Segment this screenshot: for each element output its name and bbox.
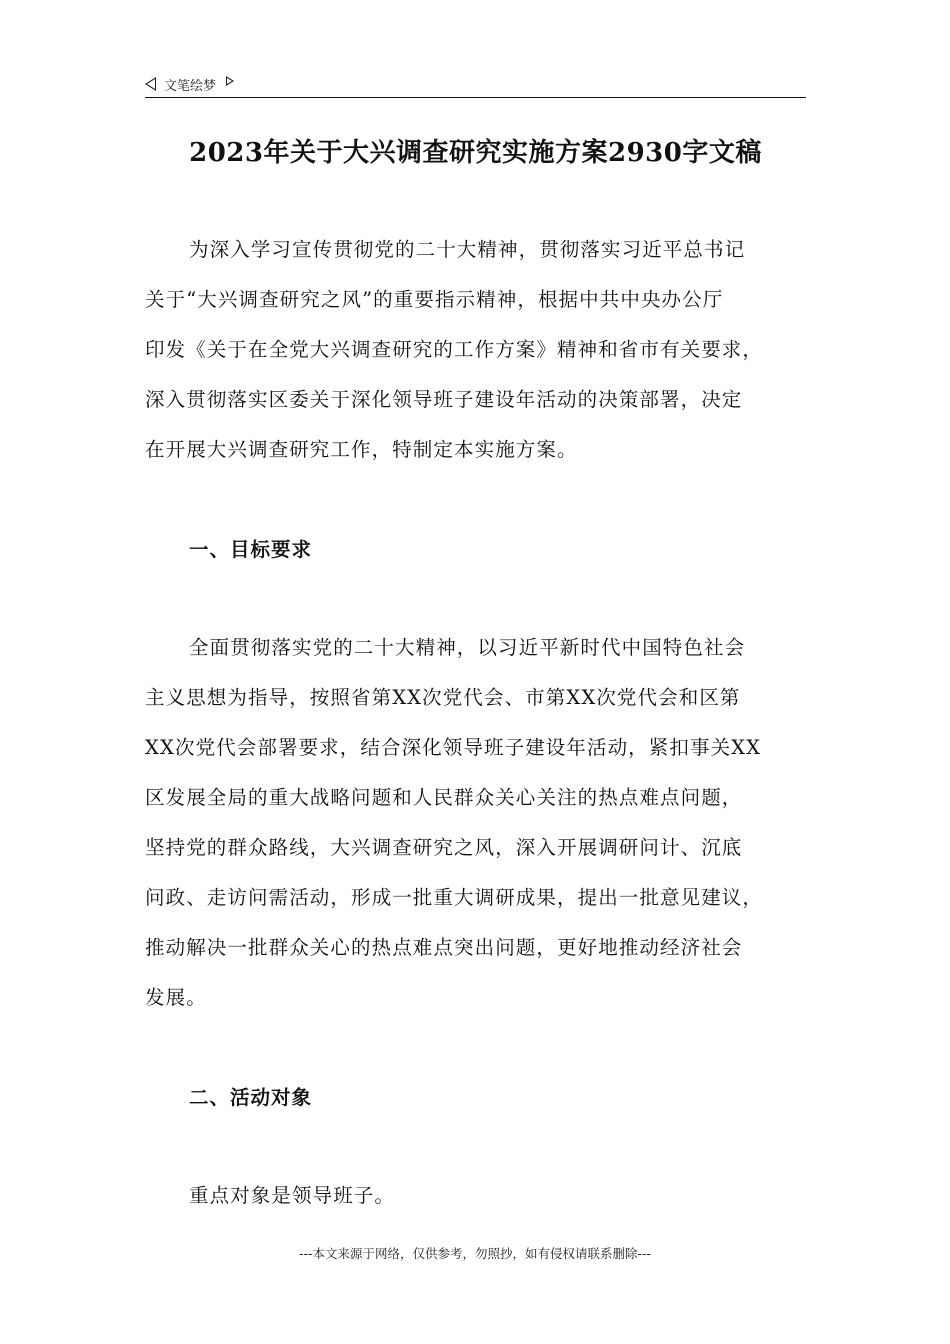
paragraph-line: 在开展大兴调查研究工作，特制定本实施方案。 [145, 438, 578, 461]
paragraph-line: 主义思想为指导，按照省第XX次党代会、市第XX次党代会和区第 [145, 686, 741, 709]
section-heading: 一、目标要求 [189, 538, 313, 561]
paragraph-line: 坚持党的群众路线，大兴调查研究之风，深入开展调研问计、沉底 [145, 836, 743, 859]
intro-paragraph [145, 225, 806, 475]
paragraph-line: 关于“大兴调查研究之风”的重要指示精神，根据中共中央办公厅 [145, 288, 724, 311]
triangle-left-icon [145, 77, 156, 91]
paragraph-line: 深入贯彻落实区委关于深化领导班子建设年活动的决策部署，决定 [145, 388, 743, 411]
paragraph-line: 印发《关于在全党大兴调查研究的工作方案》精神和省市有关要求， [145, 338, 764, 361]
paragraph-line: 重点对象是领导班子。 [189, 1184, 396, 1207]
paragraph-line: 问政、走访问需活动，形成一批重大调研成果，提出一批意见建议， [145, 886, 764, 909]
section-heading: 二、活动对象 [189, 1086, 313, 1109]
paragraph-line: 推动解决一批群众关心的热点难点突出问题，更好地推动经济社会 [145, 936, 743, 959]
section1-paragraph [145, 623, 806, 1023]
paragraph-line: 发展。 [145, 986, 207, 1009]
triangle-right-icon [226, 76, 234, 86]
document-title: 2023年关于大兴调查研究实施方案2930字文稿 [189, 138, 762, 168]
brand-name: 文笔绘梦 [164, 78, 217, 94]
section2-paragraph [145, 1171, 806, 1221]
paragraph-line: XX次党代会部署要求，结合深化领导班子建设年活动，紧扣事关XX [145, 736, 762, 759]
paragraph-line: 为深入学习宣传贯彻党的二十大精神，贯彻落实习近平总书记 [189, 238, 746, 261]
paragraph-line: 全面贯彻落实党的二十大精神，以习近平新时代中国特色社会 [189, 636, 746, 659]
header-brand [145, 72, 234, 96]
paragraph-line: 区发展全局的重大战略问题和人民群众关心关注的热点难点问题， [145, 786, 743, 809]
footer-disclaimer: ---本文来源于网络，仅供参考，勿照抄，如有侵权请联系删除--- [298, 1246, 652, 1261]
header-divider [145, 97, 806, 98]
